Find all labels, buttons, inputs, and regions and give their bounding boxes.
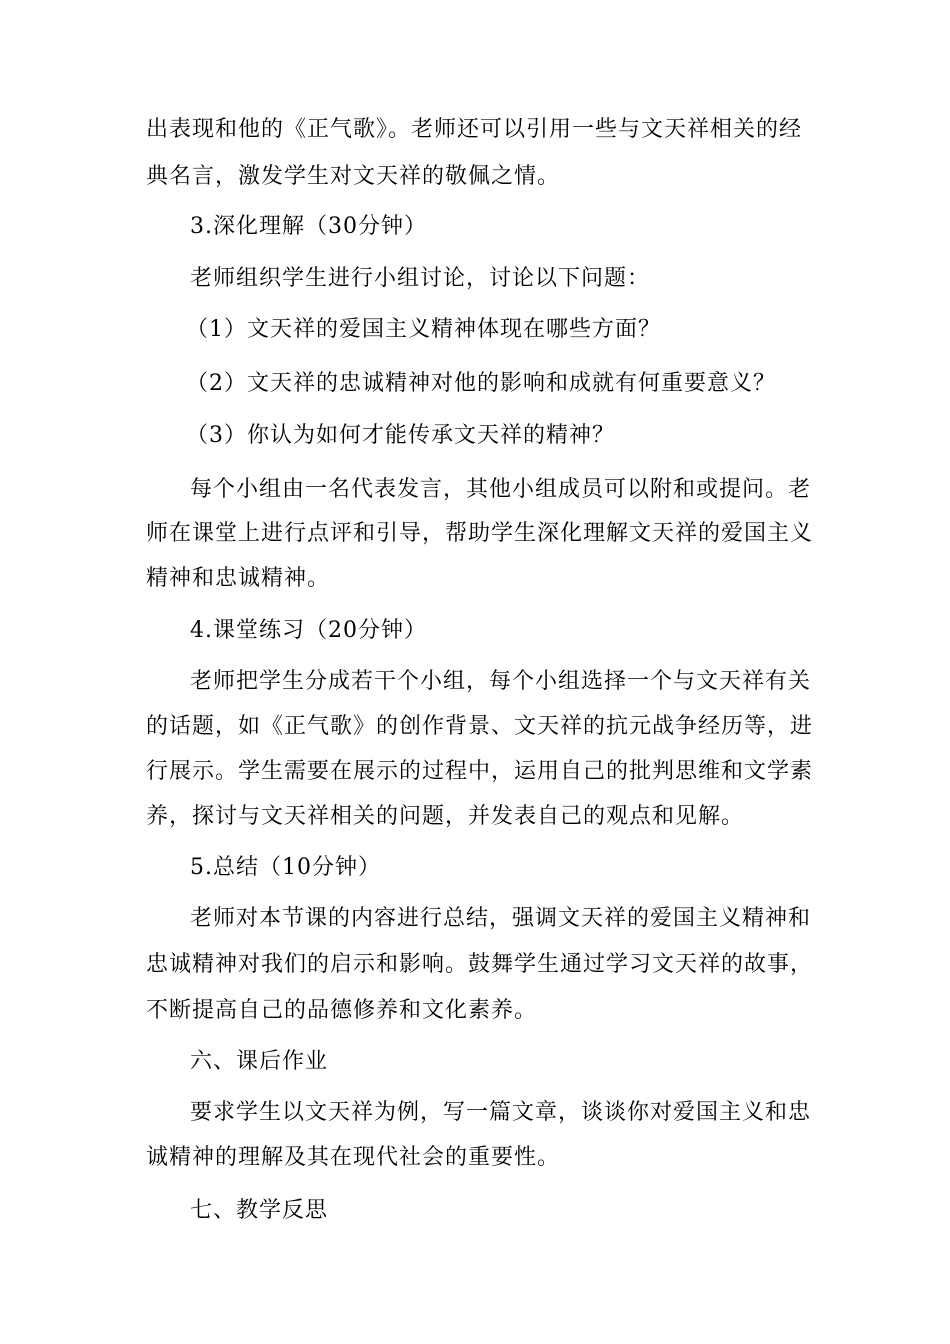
heading-homework: 六、课后作业 <box>190 1049 329 1074</box>
paragraph-practice-line-1: 老师把学生分成若干个小组，每个小组选择一个与文天祥有关 <box>190 669 812 694</box>
question-3: （3）你认为如何才能传承文天祥的精神？ <box>186 423 615 448</box>
question-1: （1）文天祥的爱国主义精神体现在哪些方面？ <box>186 317 661 342</box>
heading-teaching-reflection: 七、教学反思 <box>190 1198 329 1223</box>
paragraph-practice-line-4: 养，探讨与文天祥相关的问题，并发表自己的观点和见解。 <box>146 804 745 829</box>
paragraph-practice-line-3: 行展示。学生需要在展示的过程中，运用自己的批判思维和文学素 <box>146 759 814 784</box>
paragraph-summary-line-2: 忠诚精神对我们的启示和影响。鼓舞学生通过学习文天祥的故事， <box>146 952 814 977</box>
paragraph-homework-line-2: 诚精神的理解及其在现代社会的重要性。 <box>146 1145 561 1170</box>
paragraph-intro-line-2: 典名言，激发学生对文天祥的敬佩之情。 <box>146 164 561 189</box>
paragraph-summary-line-3: 不断提高自己的品德修养和文化素养。 <box>146 998 538 1023</box>
paragraph-groups-line-1: 每个小组由一名代表发言，其他小组成员可以附和或提问。老 <box>190 477 812 502</box>
heading-deepen-understanding: 3.深化理解（30分钟） <box>190 214 427 239</box>
paragraph-summary-line-1: 老师对本节课的内容进行总结，强调文天祥的爱国主义精神和 <box>190 906 812 931</box>
paragraph-groups-line-3: 精神和忠诚精神。 <box>146 566 331 591</box>
question-2: （2）文天祥的忠诚精神对他的影响和成就有何重要意义？ <box>186 371 776 396</box>
paragraph-groups-line-2: 师在课堂上进行点评和引导，帮助学生深化理解文天祥的爱国主义 <box>146 521 814 546</box>
heading-summary: 5.总结（10分钟） <box>190 855 381 880</box>
paragraph-practice-line-2: 的话题，如《正气歌》的创作背景、文天祥的抗元战争经历等，进 <box>146 714 814 739</box>
paragraph-homework-line-1: 要求学生以文天祥为例，写一篇文章，谈谈你对爱国主义和忠 <box>190 1100 812 1125</box>
paragraph-intro-line-1: 出表现和他的《正气歌》。老师还可以引用一些与文天祥相关的经 <box>146 117 803 142</box>
heading-classroom-practice: 4.课堂练习（20分钟） <box>190 618 427 643</box>
paragraph-discussion: 老师组织学生进行小组讨论，讨论以下问题： <box>190 266 651 291</box>
